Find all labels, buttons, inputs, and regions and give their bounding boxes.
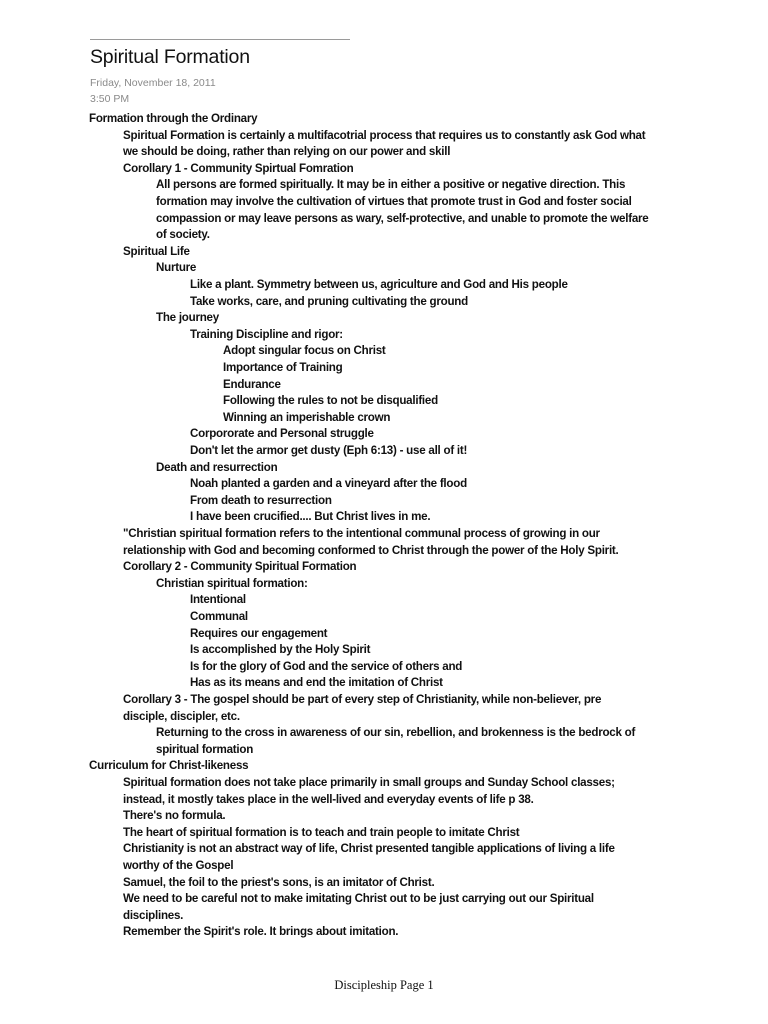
outline-text: relationship with God and becoming conformed to Christ through the power of the Holy Spirit. <box>123 543 619 557</box>
outline-text: Remember the Spirit's role. It brings about imitation. <box>123 925 399 939</box>
outline-text: disciplines. <box>123 908 184 922</box>
outline-text: Winning an imperishable crown <box>223 410 391 424</box>
outline-text: Corollary 2 - Community Spiritual Formation <box>123 560 357 574</box>
page-title[interactable]: Spiritual Formation <box>90 46 250 68</box>
outline-text: Corollary 3 - The gospel should be part of every step of Christianity, while non-believer, pre <box>123 693 602 706</box>
page-date: Friday, November 18, 2011 <box>90 77 216 89</box>
outline-text: Noah planted a garden and a vineyard after the flood <box>190 477 467 491</box>
outline-text: There's no formula. <box>123 809 226 823</box>
outline-text: The journey <box>156 311 219 325</box>
outline-text: Requires our engagement <box>190 626 328 640</box>
outline-text: Has as its means and end the imitation of Christ <box>190 676 443 690</box>
outline-text: Christian spiritual formation: <box>156 576 308 590</box>
outline-text: Samuel, the foil to the priest's sons, is an imitator of Christ. <box>123 875 435 889</box>
outline-text: Communal <box>190 610 248 623</box>
outline-text: "Christian spiritual formation refers to the intentional communal process of growing in our <box>123 527 600 540</box>
outline-text: Spiritual Formation is certainly a multifacotrial process that requires us to constantly ask God what <box>123 128 646 142</box>
outline-text: Intentional <box>190 593 246 607</box>
outline-text: The heart of spiritual formation is to teach and train people to imitate Christ <box>123 825 520 839</box>
outline-text: Christianity is not an abstract way of life, Christ presented tangible applications of living a life <box>123 842 615 856</box>
outline-text: we should be doing, rather than relying on our power and skill <box>123 145 451 159</box>
outline-text: Don't let the armor get dusty (Eph 6:13) - use all of it! <box>190 444 468 457</box>
outline-text: Spiritual formation does not take place primarily in small groups and Sunday School classes; <box>123 776 615 789</box>
outline-text: Death and resurrection <box>156 460 278 474</box>
outline-text: Is accomplished by the Holy Spirit <box>190 643 371 657</box>
outline-text: All persons are formed spiritually. It may be in either a positive or negative direction. This <box>156 178 626 192</box>
outline-text: Adopt singular focus on Christ <box>223 344 386 358</box>
outline-text: of society. <box>156 228 210 242</box>
page-time: 3:50 PM <box>90 93 130 105</box>
outline-text: Corollary 1 - Community Spirtual Fomration <box>123 161 354 175</box>
outline-text: Spiritual Life <box>123 244 190 258</box>
outline-text: From death to resurrection <box>190 493 332 507</box>
page-footer: Discipleship Page 1 <box>334 978 434 992</box>
title-underline <box>90 39 350 40</box>
outline-text: Endurance <box>223 377 281 391</box>
outline-text: Formation through the Ordinary <box>89 112 258 125</box>
outline-text: Training Discipline and rigor: <box>190 327 343 341</box>
outline-text: Like a plant. Symmetry between us, agriculture and God and His people <box>190 278 568 291</box>
outline-text: formation may involve the cultivation of virtues that promote trust in God and foster social <box>156 195 632 208</box>
outline-text: worthy of the Gospel <box>123 859 234 872</box>
outline-text: Importance of Training <box>223 361 343 374</box>
outline-text: instead, it mostly takes place in the well-lived and everyday events of life p 38. <box>123 792 534 806</box>
outline-text: I have been crucified.... But Christ lives in me. <box>190 510 431 524</box>
outline-text: compassion or may leave persons as wary, self-protective, and unable to promote the welfare <box>156 211 649 225</box>
outline-text: Nurture <box>156 261 197 275</box>
outline-text: Curriculum for Christ-likeness <box>89 759 249 773</box>
outline-text: disciple, discipler, etc. <box>123 709 240 723</box>
outline-text: Returning to the cross in awareness of our sin, rebellion, and brokenness is the bedrock of <box>156 726 636 740</box>
outline-text: Take works, care, and pruning cultivating the ground <box>190 294 468 308</box>
outline-text: Corpororate and Personal struggle <box>190 427 374 441</box>
outline-text: spiritual formation <box>156 742 254 756</box>
outline-text: We need to be careful not to make imitating Christ out to be just carrying out our Spiritual <box>123 892 594 906</box>
outline-text: Following the rules to not be disqualified <box>223 394 438 408</box>
outline-text: Is for the glory of God and the service of others and <box>190 659 463 673</box>
